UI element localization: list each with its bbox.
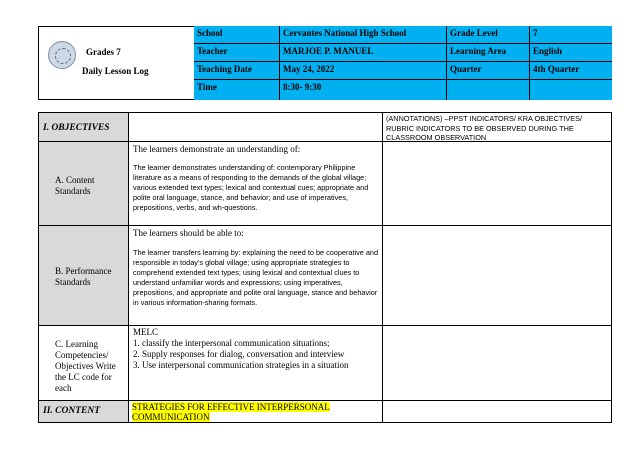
header-log-title: Daily Lesson Log xyxy=(82,66,149,76)
learning-competencies-annotation-cell xyxy=(382,325,612,401)
header-value-teacher: MARJOE P. MANUEL xyxy=(280,44,447,62)
header-label-teaching-date: Teaching Date xyxy=(194,62,280,80)
performance-standards-label-cell xyxy=(38,225,129,326)
header-value-learning-area: English xyxy=(530,44,612,62)
performance-standards-annotation-cell xyxy=(382,225,612,326)
annotations-cell xyxy=(382,112,612,142)
deped-seal-icon xyxy=(48,41,76,69)
melc-label: MELC xyxy=(133,327,159,337)
competency-item: 1. classify the interpersonal communication situations; xyxy=(133,338,330,348)
content-standards-cell xyxy=(128,141,383,226)
header-label-school: School xyxy=(194,26,280,44)
learning-competencies-cell xyxy=(128,325,383,401)
header-value-teaching-date: May 24, 2022 xyxy=(280,62,447,80)
header-grades: Grades 7 xyxy=(86,47,121,57)
performance-standards-text: The learner transfers learning by: explaining the need to be cooperative and responsible in today’s global village; using appropriate strategies to comprehend extended text types; using lexical and contextual clues to understand unfamiliar words and expressions; using imperatives, prepositions, and appropriate and polite oral language, stance and behavior in various information-sharing formats. xyxy=(133,248,379,307)
content-standards-text: The learner demonstrates understanding of: contemporary Philippine literature as a means of responding to the demands of the global village; various extended text types; lexical and contextual cues; appropriate and polite oral language, stance, and behavior; and use of imperatives, prepositions, verbs, and wh-questions. xyxy=(133,163,369,212)
competency-item: 2. Supply responses for dialog, conversation and interview xyxy=(133,349,345,359)
header-label-learning-area: Learning Area xyxy=(447,44,530,62)
header-value-school: Cervantes National High School xyxy=(280,26,447,44)
header-label-quarter: Quarter xyxy=(447,62,530,80)
content-standards-annotation-cell xyxy=(382,141,612,226)
header-value-time: 8:30- 9:30 xyxy=(280,80,447,100)
objectives-heading-cell xyxy=(38,112,129,142)
learning-competencies-label-cell xyxy=(38,325,129,401)
content-annotation-cell xyxy=(382,400,612,423)
performance-standards-label: B. Performance Standards xyxy=(55,266,112,287)
header-label-empty xyxy=(447,80,530,100)
header-value-quarter: 4th Quarter xyxy=(530,62,612,80)
content-text: STRATEGIES FOR EFFECTIVE INTERPERSONAL COMMUNICATION xyxy=(132,402,330,422)
content-standards-intro: The learners demonstrate an understanding of: xyxy=(133,144,301,154)
content-heading-cell xyxy=(38,400,129,423)
content-cell xyxy=(128,400,383,423)
performance-standards-cell xyxy=(128,225,383,326)
content-standards-label-cell xyxy=(38,141,129,226)
objectives-blank-cell xyxy=(128,112,383,142)
content-text-wrap xyxy=(132,402,342,422)
header-value-grade-level: 7 xyxy=(530,26,612,44)
content-standards-label: A. Content Standards xyxy=(55,175,95,196)
objectives-heading: I. OBJECTIVES xyxy=(43,123,110,133)
header-label-time: Time xyxy=(194,80,280,100)
annotations-text: (ANNOTATIONS) –PPST INDICATORS/ KRA OBJECTIVES/ RUBRIC INDICATORS TO BE OBSERVED DURING THE CLASSROOM OBSERVATION xyxy=(386,114,582,142)
content-heading: II. CONTENT xyxy=(43,406,101,416)
header-value-empty xyxy=(530,80,612,100)
header-label-grade-level: Grade Level xyxy=(447,26,530,44)
performance-standards-intro: The learners should be able to: xyxy=(133,228,244,238)
competency-item: 3. Use interpersonal communication strategies in a situation xyxy=(133,360,349,370)
header-label-teacher: Teacher xyxy=(194,44,280,62)
learning-competencies-label: C. Learning Competencies/ Objectives Write the LC code for each xyxy=(55,339,116,393)
